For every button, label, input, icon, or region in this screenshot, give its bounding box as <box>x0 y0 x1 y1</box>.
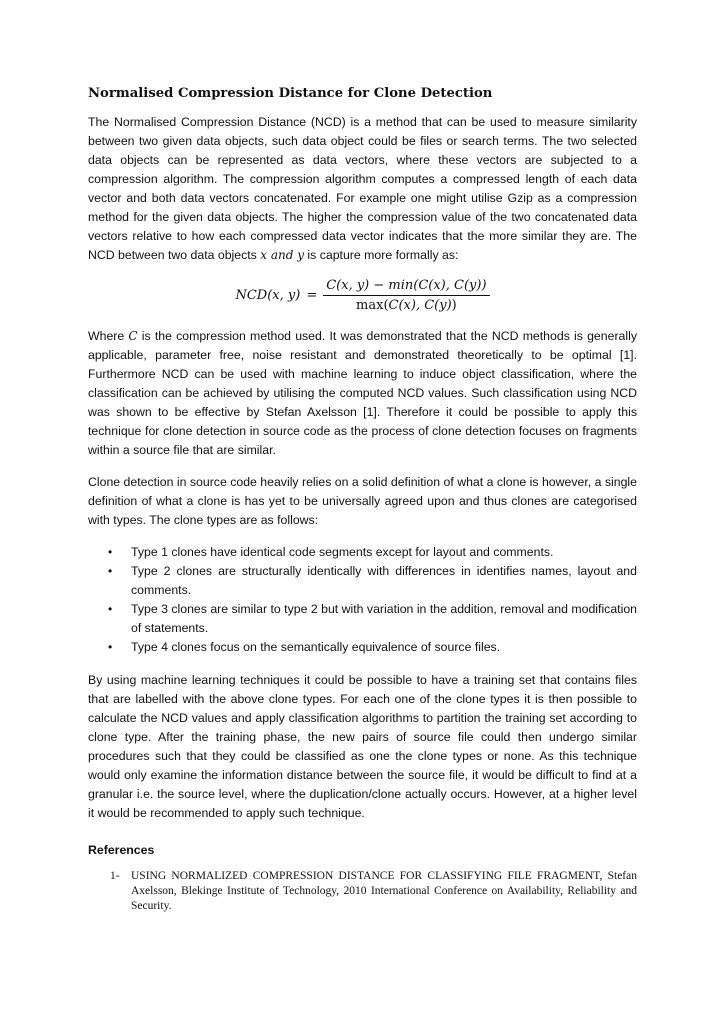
paragraph-ncd-intro <box>88 113 637 265</box>
denominator-math: C(x), C(y) <box>388 298 452 313</box>
denominator-prefix: max( <box>356 298 389 313</box>
paragraph-text: is the compression method used. It was demonstrated that the NCD methods is generally applicable, parameter free, noise resistant and demonstrated theoretically to be optimal [1]. Furthermore NCD can be used with machine learning to induce object classification, where the classification can be achieved by utilising the computed NCD values. Such classification using NCD was shown to be effective by Stefan Axelsson [1]. Therefore it could be possible to apply this technique for clone detection in source code as the process of clone detection focuses on fragments within a source file that are similar. <box>88 329 637 457</box>
paragraph-text: is capture more formally as: <box>304 248 459 262</box>
bullet-icon: • <box>108 602 113 616</box>
references-heading: References <box>88 843 155 857</box>
inline-math-x-and-y: x and y <box>260 248 304 262</box>
list-item <box>88 600 637 638</box>
ncd-formula <box>88 278 637 313</box>
formula-denominator <box>353 296 460 313</box>
reference-item <box>88 869 637 914</box>
paragraph-machine-learning: By using machine learning techniques it could be possible to have a training set that contains files that are labelled with the above clone types. For each one of the clone types it is then possible to calculate the NCD values and apply classification algorithms to partition the training set according to clone type. After the training phase, the new pairs of source file could then undergo similar procedures such that they could be classified as one the clone types or none. As this technique would only examine the information distance between the source file, it would be difficult to find at a granular i.e. the source level, where the duplication/clone actually occurs. However, at a higher level it would be recommended to apply such technique. <box>88 673 637 820</box>
list-item <box>88 562 637 600</box>
paragraph-ncd-applicability <box>88 327 637 460</box>
formula-lhs: NCD(x, y) <box>235 288 301 303</box>
list-item <box>88 543 637 562</box>
document-title: Normalised Compression Distance for Clone Detection <box>88 86 493 101</box>
inline-math-c: C <box>128 329 138 343</box>
bullet-icon: • <box>108 564 113 578</box>
list-item-text: Type 4 clones focus on the semantically equivalence of source files. <box>131 640 501 654</box>
formula-numerator: C(x, y) − min(C(x), C(y)) <box>323 278 489 296</box>
paragraph-text: Where <box>88 329 129 343</box>
paragraph-text: The Normalised Compression Distance (NCD) is a method that can be used to measure similarity between two given data objects, such data object could be files or search terms. The two selected data objects can be represented as data vectors, where these vectors are subjected to a compression algorithm. The compression algorithm computes a compressed length of each data vector and both data vectors concatenated. For example one might utilise Gzip as a compression method for the given data objects. The higher the compression value of the two concatenated data vectors relative to how each compressed data vector indicates that the more similar they are. The NCD between two data objects <box>88 115 637 262</box>
list-item-text: Type 2 clones are structurally identically with differences in identifies names, layout and comments. <box>131 564 637 597</box>
denominator-suffix: ) <box>451 298 457 313</box>
list-item <box>88 638 637 657</box>
bullet-icon: • <box>108 545 113 559</box>
reference-text: USING NORMALIZED COMPRESSION DISTANCE FOR CLASSIFYING FILE FRAGMENT, Stefan Axelsson, Blekinge Institute of Technology, 2010 International Conference on Availability, Reliability and Security. <box>131 870 637 912</box>
document-page <box>88 86 637 914</box>
formula-equals: = <box>306 288 318 303</box>
list-item-text: Type 1 clones have identical code segments except for layout and comments. <box>131 545 554 559</box>
list-item-text: Type 3 clones are similar to type 2 but with variation in the addition, removal and modification of statements. <box>131 602 637 635</box>
bullet-icon: • <box>108 640 113 654</box>
formula-fraction <box>323 278 489 313</box>
paragraph-clone-types-intro: Clone detection in source code heavily relies on a solid definition of what a clone is however, a single definition of what a clone is has yet to be universally agreed upon and thus clones are categorised with types. The clone types are as follows: <box>88 475 637 527</box>
clone-types-list <box>88 543 637 657</box>
reference-number: 1- <box>110 870 120 882</box>
